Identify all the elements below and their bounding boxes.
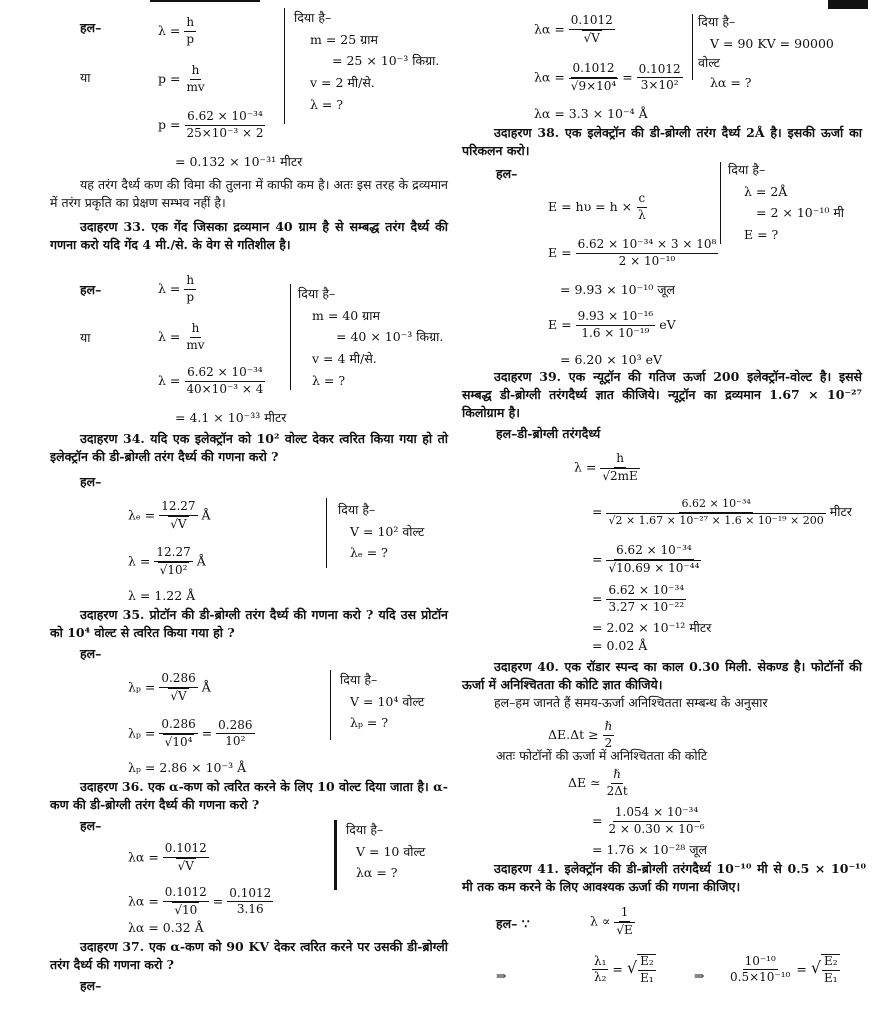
solution-line: अतः फोटॉनों की ऊर्जा में अनिश्चितता की कोटि [496,748,708,763]
given-divider [326,498,327,568]
solution-label: हल– [80,978,102,993]
equation-lambda-sub: λ = $\frac{12.27}{\text{√10²}}$ Å [128,545,206,577]
solution-label: हल– [80,818,102,833]
equation-simplify-2: = $\frac{\text{6.62 × 10⁻³⁴}}{\text{3.27 × 10⁻²²}}$ [592,583,685,614]
equation-lambda-mv: λ = $\frac{h}{mv}$ [158,321,205,352]
equation-energy-sub: E = $\frac{\text{6.62 × 10⁻³⁴ × 3 × 10⁸}}{\text{2 × 10⁻¹⁰}}$ [548,237,717,268]
explanation-paragraph: यह तरंग दैर्ध्य कण की विमा की तुलना में काफी कम है। अतः इस तरह के द्रव्यमान में तरंग प्रकृति का प्रेक्षण सम्भव नहीं है। [50,177,448,211]
equation-lambda-alpha: λα = $\frac{0.1012}{√V}$ [128,841,207,873]
given-block: दिया है– V = 90 KV = 90000 वोल्ट λα = ? [698,14,834,90]
equation-lambda-sub: λα = $\frac{0.1012}{√10}$ = $\frac{0.1012}{3.16}$ [128,885,272,917]
equation-energy: E = hυ = h × $\frac{c}{\lambda}$ [548,191,646,222]
example-41-heading: उदाहरण 41. इलेक्ट्रॉन की डी-ब्रोग्ली तरंगदैर्ध्य 10⁻¹⁰ मी से 0.5 × 10⁻¹⁰ मी तक कम करने के लिए आवश्यक ऊर्जा की गणना कीजिए। [462,861,866,895]
example-39-heading: उदाहरण 39. एक न्यूट्रॉन की गतिज ऊर्जा 200 इलेक्ट्रॉन-वोल्ट है। इससे सम्बद्ध डी-ब्रोग्ली तरंगदैर्ध्य ज्ञात कीजिये। न्यूट्रॉन का द्रव्यमान 1.67 × 10⁻²⁷ किलोग्राम है। [462,369,862,421]
given-block: दिया है– m = 40 ग्राम = 40 × 10⁻³ किग्रा. v = 4 मी/से. λ = ? [298,286,444,388]
given-block: दिया है– V = 10² वोल्ट λₑ = ? [338,502,425,561]
equation-proportional: λ ∝ $\frac{1}{√E}$ [590,905,633,937]
example-37-heading: उदाहरण 37. एक α-कण को 90 KV देकर त्वरित करने पर उसकी डी-ब्रोग्ली तरंग दैर्ध्य की गणना करो ? [50,939,448,973]
equation-result-meter: = 2.02 × 10⁻¹² मीटर [592,620,712,635]
given-divider [290,284,291,390]
equation-lambda-sub: λα = $\frac{0.1012}{\text{√9×10⁴}}$ = $\frac{0.1012}{\text{3×10²}}$ [534,61,681,93]
equation-ratio: $\frac{\text{λ₁}}{\text{λ₂}}$ = √ $\frac{\text{E₂}}{\text{E₁}}$ [592,954,656,986]
equation-result-ev: = 6.20 × 10³ eV [560,352,663,367]
example-34-heading: उदाहरण 34. यदि एक इलेक्ट्रॉन को 10² वोल्ट देकर त्वरित किया गया हो तो इलेक्ट्रॉन की डी-ब्रोग्ली तरंग दैर्ध्य की गणना करो ? [50,431,448,465]
equation-simplify-1: = $\frac{\text{6.62 × 10⁻³⁴}}{\text{√10.69 × 10⁻⁴⁴}}$ [592,543,700,575]
example-40-heading: उदाहरण 40. एक रॉडार स्पन्द का काल 0.30 मिली. सेकण्ड है। फोटॉनों की ऊर्जा में अनिश्चितता की कोटि ज्ञात कीजिये। [462,659,862,693]
equation-uncertainty: ΔE.Δt ≥ $\frac{\text{ℏ}}{2}$ [548,719,613,750]
equation-result: λ = 1.22 Å [128,588,196,603]
example-36-heading: उदाहरण 36. एक α-कण को त्वरित करने के लिए 10 वोल्ट दिया जाता है। α-कण की डी-ब्रोग्ली तरंग दैर्ध्य की गणना करो ? [50,779,448,813]
equation-result: λα = 0.32 Å [128,920,204,935]
equation-lambda-sub: λₚ = $\frac{0.286}{\text{√10⁴}}$ = $\frac{0.286}{\text{10²}}$ [128,717,253,749]
equation-lambda-alpha: λα = $\frac{0.1012}{√V}$ [534,13,613,45]
equation-result-joule: = 9.93 × 10⁻¹⁰ जूल [560,282,675,297]
solution-label: हल– [496,166,518,181]
solution-label: हल– [80,20,102,35]
right-column [462,6,872,1024]
solution-label: हल–डी-ब्रोग्ली तरंगदैर्ध्य [496,426,601,441]
left-column [40,6,450,1024]
equation-delta-e: ΔE ≃ $\frac{\text{ℏ}}{2\Delta t}$ [568,767,628,798]
fraction: $\frac{h}{p}$ [186,15,195,46]
equation-energy-ev: E = $\frac{\text{9.93 × 10⁻¹⁶}}{\text{1.6 × 10⁻¹⁹}}$ eV [548,309,676,340]
equation-lambda: λ = $\frac{h}{p}$ [158,15,195,46]
example-35-heading: उदाहरण 35. प्रोटॉन की डी-ब्रोग्ली तरंग दैर्ध्य की गणना करो ? यदि उस प्रोटॉन को 10⁴ वोल्ट से त्वरित किया गया हो ? [50,607,448,641]
equation-momentum: p = $\frac{h}{mv}$ [158,63,205,94]
equation-substitution: = $\frac{\text{1.054 × 10⁻³⁴}}{\text{2 × 0.30 × 10⁻⁶}}$ [592,805,705,836]
equation-result-angstrom: = 0.02 Å [592,638,648,653]
equation-lambda: λ = $\frac{h}{p}$ [158,273,195,304]
equation-lambda-e: λₑ = $\frac{12.27}{√V}$ Å [128,499,211,531]
equation-lambda: λ = $\frac{h}{√2mE}$ [574,451,638,483]
equation-substitution: = $\frac{\text{6.62 × 10⁻³⁴}}{\text{√2 × 1.67 × 10⁻²⁷ × 1.6 × 10⁻¹⁹ × 200}}$ मीटर [592,497,852,527]
solution-label: हल– ∵ [496,916,530,931]
implies-symbol: ⇒ [496,968,507,983]
equation-result: λα = 3.3 × 10⁻⁴ Å [534,106,648,121]
example-33-heading: उदाहरण 33. एक गेंद जिसका द्रव्यमान 40 ग्राम है से सम्बद्ध तरंग दैर्ध्य की गणना करो यदि गेंद 4 मी./से. के वेग से गतिशील है। [50,219,448,253]
equation-result: = 1.76 × 10⁻²⁸ जूल [592,842,707,857]
solution-label: हल– [80,282,102,297]
implies-symbol: ⇒ [694,968,705,983]
header-rule [150,0,260,2]
equation-substitution: λ = $\frac{\text{6.62 × 10⁻³⁴}}{\text{40×10⁻³ × 4}}$ [158,365,264,396]
given-divider [284,8,285,124]
given-divider [334,820,337,890]
given-block: दिया है– m = 25 ग्राम = 25 × 10⁻³ किग्रा. v = 2 मी/से. λ = ? [294,10,440,112]
equation-result: λₚ = 2.86 × 10⁻³ Å [128,760,247,775]
example-38-heading: उदाहरण 38. एक इलेक्ट्रॉन की डी-ब्रोग्ली तरंग दैर्ध्य 2Å है। इसकी ऊर्जा का परिकलन करो। [462,125,862,159]
given-divider [692,14,693,80]
solution-label: हल– [80,474,102,489]
solution-intro: हल–हम जानते हैं समय-ऊर्जा अनिश्चितता सम्बन्ध के अनुसार [494,695,768,710]
or-label: या [80,330,91,345]
equation-lambda-p: λₚ = $\frac{0.286}{√V}$ Å [128,671,211,703]
equation-result: = 0.132 × 10⁻³¹ मीटर [175,154,303,169]
equation-ratio-sub: $\frac{\text{10⁻¹⁰}}{\text{0.5×10⁻¹⁰}}$ = √ $\frac{\text{E₂}}{\text{E₁}}$ [728,954,840,986]
given-divider [720,162,721,244]
given-block: दिया है– V = 10 वोल्ट λα = ? [346,822,426,881]
equation-result: = 4.1 × 10⁻³³ मीटर [175,410,287,425]
equation-substitution: p = $\frac{\text{6.62 × 10⁻³⁴}}{\text{25×10⁻³ × 2}}$ [158,109,264,140]
given-block: दिया है– λ = 2Å = 2 × 10⁻¹⁰ मी E = ? [728,162,845,242]
solution-label: हल– [80,646,102,661]
given-block: दिया है– V = 10⁴ वोल्ट λₚ = ? [340,672,425,731]
or-label: या [80,70,91,85]
given-divider [330,670,331,740]
